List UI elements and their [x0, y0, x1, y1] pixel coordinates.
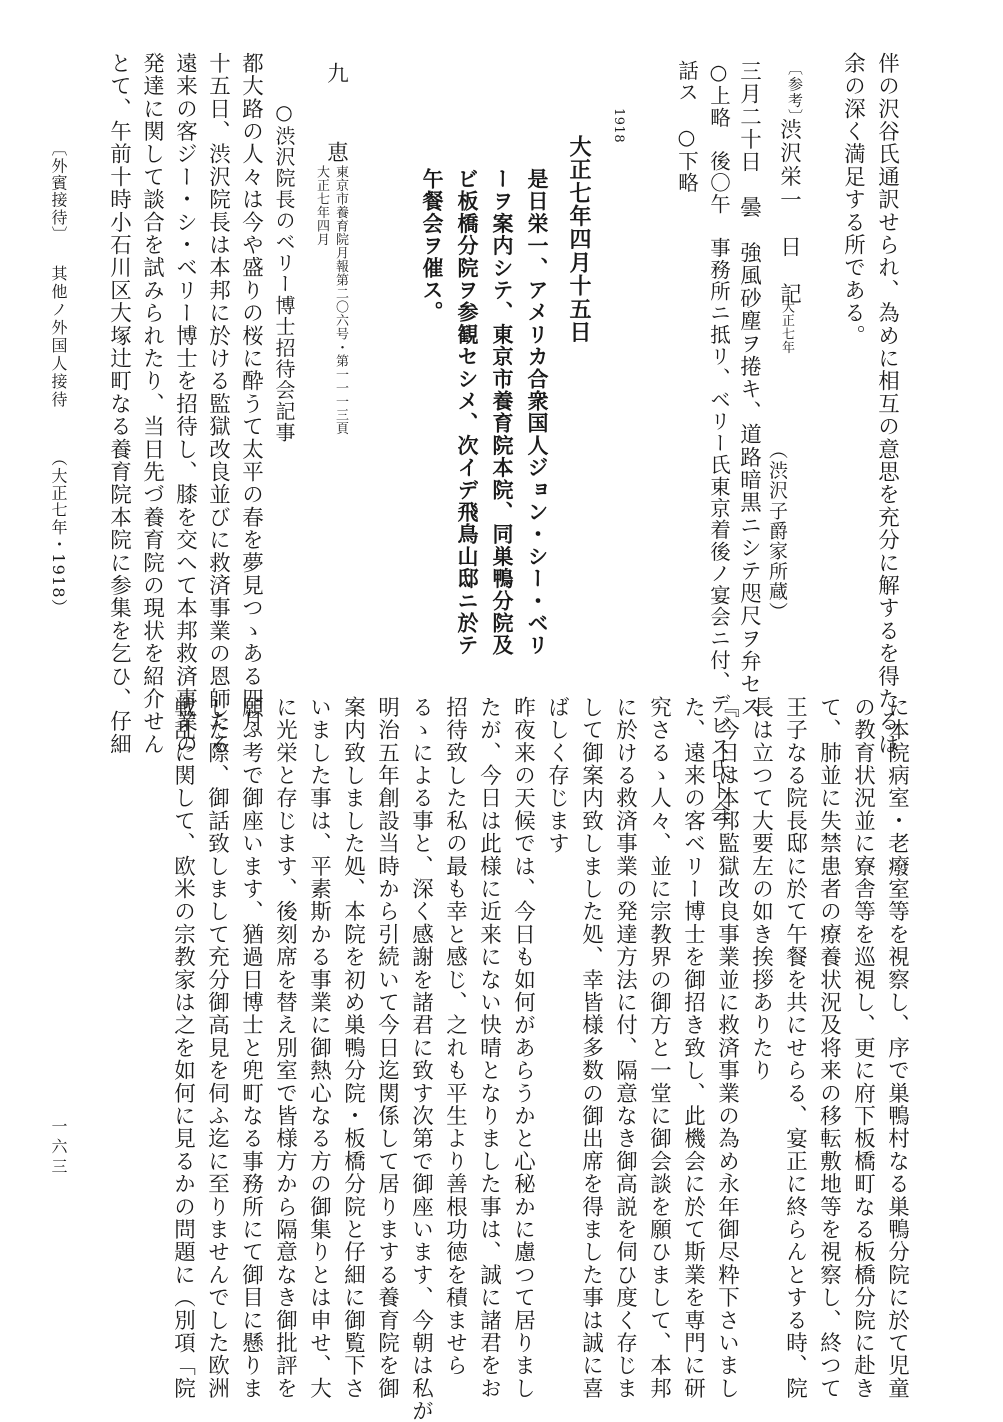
year-marker: 1918	[611, 108, 626, 144]
footer-subject: 其他ノ外国人接待	[49, 265, 68, 409]
body-line-4: 王子なる院長邸に於て午餐を共にせらる、宴正に終らんとする時、院	[782, 696, 808, 1400]
source-note-1: 東京市養育院月報第二〇六号・第一一一三頁	[333, 165, 348, 435]
body-line-19: に光栄と存じます、後刻席を替え別室で皆様方から隔意なき御批評を	[272, 696, 298, 1400]
body-line-11: ばしく存じます	[544, 696, 570, 855]
article-line-4: 発達に関して談合を試みられたり、当日先づ養育院の現状を紹介せん	[139, 52, 165, 756]
source-title: 九 恵	[323, 62, 349, 181]
footer-category: 〔外賓接待〕	[49, 140, 68, 244]
body-line-5: 長は立つて大要左の如き挨拶ありたり	[748, 696, 774, 1082]
date-heading: 大正七年四月十五日	[566, 135, 592, 344]
body-line-18: いました事は、平素斯かる事業に御熱心なる方の御集りとは申せ、大	[306, 696, 332, 1400]
body-line-14: 招待致した私の最も幸と感じ、之れも平生より善根功徳を積ませら	[442, 696, 468, 1377]
body-line-13: たが、今日は此様に近来にない快晴となりました事は、誠に諸君をお	[476, 696, 502, 1400]
intro-line-2: 余の深く満足する所である。	[840, 52, 866, 348]
page-number: 一六三	[49, 1118, 68, 1178]
diary-year: 大正七年	[779, 300, 794, 354]
article-line-3: 遠来の客ジー・シ・ベリー博士を招待し、膝を交へて本邦救済事業の	[172, 52, 198, 756]
body-line-9: に於ける救済事業の発達方法に付、隔意なき御高説を伺ひ度く存じま	[612, 696, 638, 1400]
body-line-15: るゝによる事と、深く感謝を諸君に致す次第で御座います、今朝は私が	[408, 696, 434, 1422]
body-line-2: の教育状況並に寮舎等を巡視し、更に府下板橋町なる板橋分院に赴き	[850, 696, 876, 1400]
article-line-2: 十五日、渋沢院長は本邦に於ける監獄改良並びに救済事業の恩師たる	[205, 52, 231, 756]
summary-line-2: ーヲ案内シテ、東京市養育院本院、同巣鴨分院及	[490, 168, 515, 657]
diary-title: 渋沢栄一 日 記	[776, 118, 802, 306]
summary-line-3: ビ板橋分院ヲ参観セシメ、次イデ飛鳥山邸ニ於テ	[455, 168, 480, 657]
diary-line-3: 話ス ○下略	[674, 60, 699, 194]
article-line-5: とて、午前十時小石川区大塚辻町なる養育院本院に参集を乞ひ、仔細	[106, 52, 132, 756]
body-line-1: に本院病室・老癈室等を視察し、序で巣鴨村なる巣鴨分院に於て児童	[884, 696, 910, 1400]
summary-line-4: 午餐会ヲ催ス。	[420, 168, 445, 324]
diary-line-2: ○上略 後〇午 事務所ニ抵リ、ベリー氏東京着後ノ宴会ニ付、デビス氏ト会	[706, 60, 731, 823]
footer-year: （大正七年・1918）	[49, 450, 68, 616]
article-title: ○渋沢院長のベリー博士招待会記事	[272, 100, 296, 444]
body-line-12: 昨夜来の天候では、今日も如何があらうかと心秘かに慮つて居りまし	[510, 696, 536, 1400]
body-line-3: て、肺並に失禁患者の療養状況及将来の移転敷地等を視察し、終つて	[816, 696, 842, 1400]
article-line-1: 都大路の人々は今や盛りの桜に酔うて太平の春を夢見つゝある四月	[238, 52, 264, 733]
source-note-2: 大正七年四月	[314, 165, 329, 246]
reference-label: 〔参考〕	[786, 60, 804, 125]
body-line-10: して御案内致しました処、幸皆様多数の御出席を得ました事は誠に喜	[578, 696, 604, 1400]
body-line-20: 願ふ考で御座います、猶過日博士と兜町なる事務所にて御目に懸りま	[238, 696, 264, 1400]
diary-owner: （渋沢子爵家所蔵）	[766, 440, 788, 622]
body-line-17: 案内致しました処、本院を初め巣鴨分院・板橋分院と仔細に御覧下さ	[340, 696, 366, 1400]
body-line-22: 戦乱に関して、欧米の宗教家は之を如何に見るかの問題に（別項「院	[170, 696, 196, 1400]
body-line-6: 『今日は本邦監獄改良事業並に救済事業の為め永年御尽粋下さいまし	[714, 696, 740, 1400]
body-line-8: 究さるゝ人々、並に宗教界の御方と一堂に御会談を願ひまして、本邦	[646, 696, 672, 1400]
body-line-21: した際、御話致しまして充分御高見を伺ふ迄に至りませんでした欧洲	[204, 696, 230, 1400]
summary-line-1: 是日栄一、アメリカ合衆国人ジョン・シー・ベリ	[525, 168, 550, 657]
intro-line-1: 伴の沢谷氏通訳せられ、為めに相互の意思を充分に解するを得たるは	[874, 52, 900, 756]
body-line-16: 明治五年創設当時から引続いて今日迄関係して居りまする養育院を御	[374, 696, 400, 1400]
body-line-7: た、遠来の客ベリー博士を御招き致し、此機会に於て斯業を専門に研	[680, 696, 706, 1400]
diary-line-1: 三月二十日 曇 強風砂塵ヲ捲キ、道路暗黒ニシテ咫尺ヲ弁セス	[736, 60, 762, 719]
